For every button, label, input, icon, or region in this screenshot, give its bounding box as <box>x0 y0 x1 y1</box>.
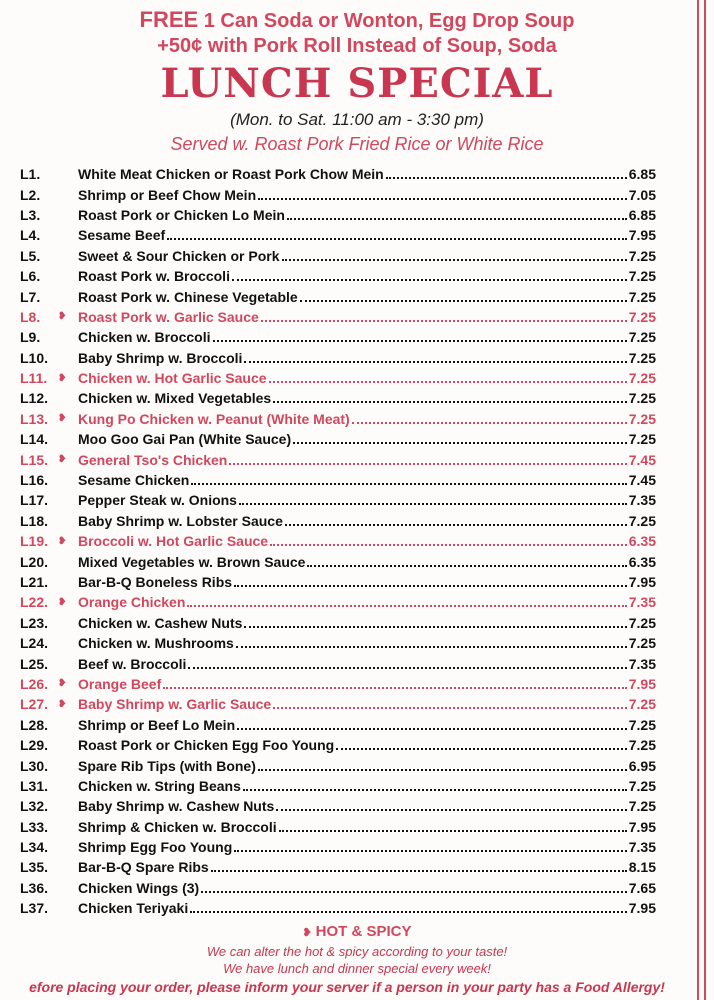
menu-item-number: L17. <box>20 492 49 509</box>
menu-item-price: 7.25 <box>628 288 656 305</box>
menu-item-number: L29. <box>20 737 49 754</box>
hot-spicy-legend <box>0 922 714 943</box>
dot-leader <box>236 646 627 648</box>
menu-item-name: Roast Pork or Chicken Lo Mein <box>78 206 285 223</box>
pepper-icon: ❥ <box>58 372 67 384</box>
menu-item <box>20 898 656 918</box>
menu-item-name: Roast Pork or Chicken Egg Foo Young <box>78 737 335 754</box>
menu-item-name: Chicken w. Mushrooms <box>78 635 234 652</box>
menu-item-price: 7.35 <box>628 492 656 509</box>
pepper-icon: ❥ <box>58 698 67 710</box>
menu-item <box>20 817 656 837</box>
menu-item <box>20 735 656 755</box>
menu-item <box>20 225 656 245</box>
menu-item-price: 7.25 <box>628 798 656 815</box>
menu-item-price: 6.85 <box>628 166 656 183</box>
menu-item-name: Roast Pork w. Garlic Sauce <box>78 308 259 325</box>
pepper-icon: ❥ <box>58 413 67 425</box>
menu-item-name: White Meat Chicken or Roast Pork Chow Mein <box>78 166 384 183</box>
dot-leader <box>234 585 627 587</box>
served-with-text: Served w. Roast Pork Fried Rice or White Rice <box>170 134 544 154</box>
menu-item-name: Spare Rib Tips (with Bone) <box>78 757 256 774</box>
menu-item-price: 7.35 <box>628 839 656 856</box>
menu-item-price: 7.95 <box>628 227 656 244</box>
menu-item-number: L18. <box>20 512 49 529</box>
dot-leader <box>258 198 627 200</box>
menu-item-name: Roast Pork w. Chinese Vegetable <box>78 288 298 305</box>
menu-item-name: Chicken Teriyaki <box>78 900 189 917</box>
menu-item-number: L2. <box>20 186 41 203</box>
menu-footer <box>0 922 714 997</box>
dot-leader <box>239 503 627 505</box>
menu-item <box>20 327 656 347</box>
menu-item-name: Roast Pork w. Broccoli <box>78 268 230 285</box>
menu-item-price: 7.25 <box>628 737 656 754</box>
menu-item-name: Orange Chicken <box>78 594 186 611</box>
pepper-icon: ❥ <box>302 927 312 939</box>
hot-spicy-label: HOT & SPICY <box>315 923 412 940</box>
menu-item <box>20 307 656 327</box>
pepper-icon: ❥ <box>58 311 67 323</box>
menu-item-number: L34. <box>20 839 49 856</box>
menu-item-name: Shrimp or Beef Chow Mein <box>78 186 257 203</box>
menu-item-number: L22. <box>20 594 49 611</box>
pepper-icon: ❥ <box>58 678 67 690</box>
menu-item-price: 7.25 <box>628 308 656 325</box>
menu-item-price: 7.25 <box>628 390 656 407</box>
menu-item-price: 7.25 <box>628 431 656 448</box>
menu-item-name: Baby Shrimp w. Cashew Nuts <box>78 798 275 815</box>
menu-item <box>20 551 656 571</box>
menu-item-price: 7.25 <box>628 370 656 387</box>
menu-item-name: Beef w. Broccoli <box>78 655 187 672</box>
promo-free-label: FREE <box>139 7 199 32</box>
menu-item <box>20 449 656 469</box>
menu-item-price: 7.05 <box>628 186 656 203</box>
dot-leader <box>187 605 626 607</box>
menu-item <box>20 205 656 225</box>
menu-item-name: Sesame Beef <box>78 227 166 244</box>
menu-item-name: Bar-B-Q Boneless Ribs <box>78 574 233 590</box>
menu-item-number: L21. <box>20 574 49 590</box>
menu-item-name: Sesame Chicken <box>78 472 190 489</box>
menu-item-name: Moo Goo Gai Pan (White Sauce) <box>78 431 292 448</box>
pepper-icon: ❥ <box>58 596 67 608</box>
dot-leader <box>293 442 627 444</box>
dot-leader <box>229 463 626 465</box>
menu-item-number: L37. <box>20 900 49 917</box>
dot-leader <box>188 667 626 669</box>
menu-item-price: 6.95 <box>628 757 656 774</box>
menu-item <box>20 348 656 368</box>
menu-item-name: Chicken w. Cashew Nuts <box>78 614 243 631</box>
menu-item-number: L6. <box>20 268 41 285</box>
menu-item-price: 8.15 <box>628 859 656 876</box>
footer-note-1: We can alter the hot & spicy according to your taste! <box>206 944 508 959</box>
dot-leader <box>234 850 627 852</box>
menu-item-name: Baby Shrimp w. Garlic Sauce <box>78 696 272 713</box>
menu-item <box>20 470 656 490</box>
menu-item-number: L1. <box>20 166 41 183</box>
dot-leader <box>352 422 627 424</box>
menu-item <box>20 653 656 673</box>
menu-item-price: 7.25 <box>628 614 656 631</box>
menu-item <box>20 511 656 531</box>
menu-item-number: L20. <box>20 553 49 570</box>
menu-item <box>20 286 656 306</box>
dot-leader <box>190 911 627 913</box>
menu-item-price: 7.25 <box>628 777 656 794</box>
menu-item <box>20 837 656 857</box>
menu-item <box>20 776 656 796</box>
menu-item <box>20 572 656 592</box>
menu-item-name: Pepper Steak w. Onions <box>78 492 237 509</box>
menu-item-number: L5. <box>20 247 41 264</box>
menu-item-name: General Tso's Chicken <box>78 451 228 468</box>
menu-item-number: L4. <box>20 227 41 244</box>
menu-item <box>20 409 656 429</box>
dot-leader <box>258 769 627 771</box>
menu-item-number: L28. <box>20 716 49 733</box>
menu-item-number: L13. <box>20 410 49 427</box>
menu-item <box>20 184 656 204</box>
menu-item <box>20 368 656 388</box>
dot-leader <box>279 830 627 832</box>
menu-item-name: Bar-B-Q Spare Ribs <box>78 859 209 876</box>
menu-item-number: L7. <box>20 288 41 305</box>
menu-item-number: L10. <box>20 349 49 366</box>
menu-item-name: Chicken Wings (3) <box>78 879 200 896</box>
menu-item-number: L30. <box>20 757 49 774</box>
menu-item-number: L8. <box>20 308 41 325</box>
dot-leader <box>232 279 627 281</box>
menu-item <box>20 755 656 775</box>
menu-item-price: 7.35 <box>628 594 656 611</box>
menu-item-name: Shrimp or Beef Lo Mein <box>78 716 236 733</box>
dot-leader <box>276 809 626 811</box>
menu-item-number: L11. <box>20 370 48 387</box>
menu-item-price: 7.95 <box>628 675 656 692</box>
menu-item <box>20 857 656 877</box>
menu-item-name: Shrimp Egg Foo Young <box>78 839 233 856</box>
menu-item-price: 7.45 <box>628 472 656 489</box>
allergy-notice: efore placing your order, please inform your server if a person in your party has a Food Allergy! <box>29 979 665 995</box>
dot-leader <box>211 870 627 872</box>
menu-item-price: 7.95 <box>628 818 656 835</box>
dot-leader <box>237 728 627 730</box>
menu-item-name: Kung Po Chicken w. Peanut (White Meat) <box>78 410 350 427</box>
menu-item <box>20 694 656 714</box>
menu-item-number: L33. <box>20 818 49 835</box>
promo-line-2: +50¢ with Pork Roll Instead of Soup, Soda <box>157 35 557 57</box>
menu-item <box>20 388 656 408</box>
menu-item-price: 7.25 <box>628 512 656 529</box>
dot-leader <box>243 789 627 791</box>
menu-item-price: 7.95 <box>628 574 656 590</box>
menu-item <box>20 429 656 449</box>
menu-item-number: L24. <box>20 635 49 652</box>
dot-leader <box>244 361 626 363</box>
dot-leader <box>213 340 627 342</box>
pepper-icon: ❥ <box>58 454 67 466</box>
dot-leader <box>307 565 626 567</box>
menu-item-name: Chicken w. Broccoli <box>78 329 211 346</box>
menu-item-name: Chicken w. String Beans <box>78 777 241 794</box>
page-title: LUNCH SPECIAL <box>160 60 554 107</box>
menu-item <box>20 613 656 633</box>
menu-item-number: L32. <box>20 798 49 815</box>
menu-item-price: 7.95 <box>628 900 656 917</box>
menu-item-price: 6.35 <box>628 533 656 550</box>
menu-item-price: 7.25 <box>628 716 656 733</box>
menu-item <box>20 633 656 653</box>
menu-item <box>20 674 656 694</box>
dot-leader <box>270 544 627 546</box>
menu-item-number: L27. <box>20 696 49 713</box>
menu-item-name: Chicken w. Mixed Vegetables <box>78 390 272 407</box>
menu-item-number: L12. <box>20 390 49 407</box>
menu-item-name: Broccoli w. Hot Garlic Sauce <box>78 533 269 550</box>
menu-item-number: L26. <box>20 675 49 692</box>
promo-line-1 <box>0 0 714 34</box>
menu-item-price: 7.25 <box>628 268 656 285</box>
menu-item <box>20 531 656 551</box>
menu-item-name: Sweet & Sour Chicken or Pork <box>78 247 280 264</box>
dot-leader <box>167 238 627 240</box>
menu-item-price: 6.35 <box>628 553 656 570</box>
menu-item-number: L15. <box>20 451 49 468</box>
menu-item-name: Shrimp & Chicken w. Broccoli <box>78 818 277 835</box>
dot-leader <box>261 320 627 322</box>
menu-list <box>20 164 656 918</box>
menu-item <box>20 796 656 816</box>
dot-leader <box>386 177 627 179</box>
menu-item-price: 7.65 <box>628 879 656 896</box>
menu-item-number: L31. <box>20 777 49 794</box>
menu-item <box>20 246 656 266</box>
menu-item-name: Baby Shrimp w. Broccoli <box>78 349 243 366</box>
dot-leader <box>269 381 627 383</box>
dot-leader <box>285 524 627 526</box>
dot-leader <box>273 707 627 709</box>
menu-item-number: L9. <box>20 329 41 346</box>
menu-header <box>0 0 714 155</box>
menu-item <box>20 878 656 898</box>
menu-item-name: Chicken w. Hot Garlic Sauce <box>78 370 267 387</box>
menu-item <box>20 164 656 184</box>
menu-item-number: L35. <box>20 859 49 876</box>
menu-item-price: 7.25 <box>628 349 656 366</box>
dot-leader <box>191 483 626 485</box>
menu-item-price: 7.35 <box>628 655 656 672</box>
dot-leader <box>300 300 627 302</box>
menu-item-number: L23. <box>20 614 49 631</box>
menu-item <box>20 490 656 510</box>
menu-item <box>20 592 656 612</box>
menu-item-price: 7.25 <box>628 410 656 427</box>
menu-item-number: L19. <box>20 533 49 550</box>
dot-leader <box>336 748 627 750</box>
menu-item-price: 6.85 <box>628 206 656 223</box>
menu-item-name: Mixed Vegetables w. Brown Sauce <box>78 553 306 570</box>
dot-leader <box>163 687 627 689</box>
footer-note-2: We have lunch and dinner special every week! <box>223 961 491 976</box>
dot-leader <box>287 218 627 220</box>
dot-leader <box>244 626 626 628</box>
menu-item-number: L36. <box>20 879 49 896</box>
menu-item <box>20 715 656 735</box>
hours-text: (Mon. to Sat. 11:00 am - 3:30 pm) <box>230 110 484 129</box>
menu-item-name: Baby Shrimp w. Lobster Sauce <box>78 512 283 529</box>
menu-item-number: L14. <box>20 431 49 448</box>
menu-item-price: 7.25 <box>628 329 656 346</box>
dot-leader <box>282 259 627 261</box>
menu-item-price: 7.25 <box>628 635 656 652</box>
dot-leader <box>273 401 627 403</box>
promo-line-1-text: 1 Can Soda or Wonton, Egg Drop Soup <box>203 10 575 32</box>
menu-item-name: Orange Beef <box>78 675 162 692</box>
menu-item-price: 7.25 <box>628 696 656 713</box>
menu-item-number: L3. <box>20 206 41 223</box>
dot-leader <box>201 891 627 893</box>
menu-item-number: L25. <box>20 655 49 672</box>
menu-item <box>20 266 656 286</box>
pepper-icon: ❥ <box>58 535 67 547</box>
menu-item-price: 7.45 <box>628 451 656 468</box>
menu-item-price: 7.25 <box>628 247 656 264</box>
menu-item-number: L16. <box>20 472 49 489</box>
